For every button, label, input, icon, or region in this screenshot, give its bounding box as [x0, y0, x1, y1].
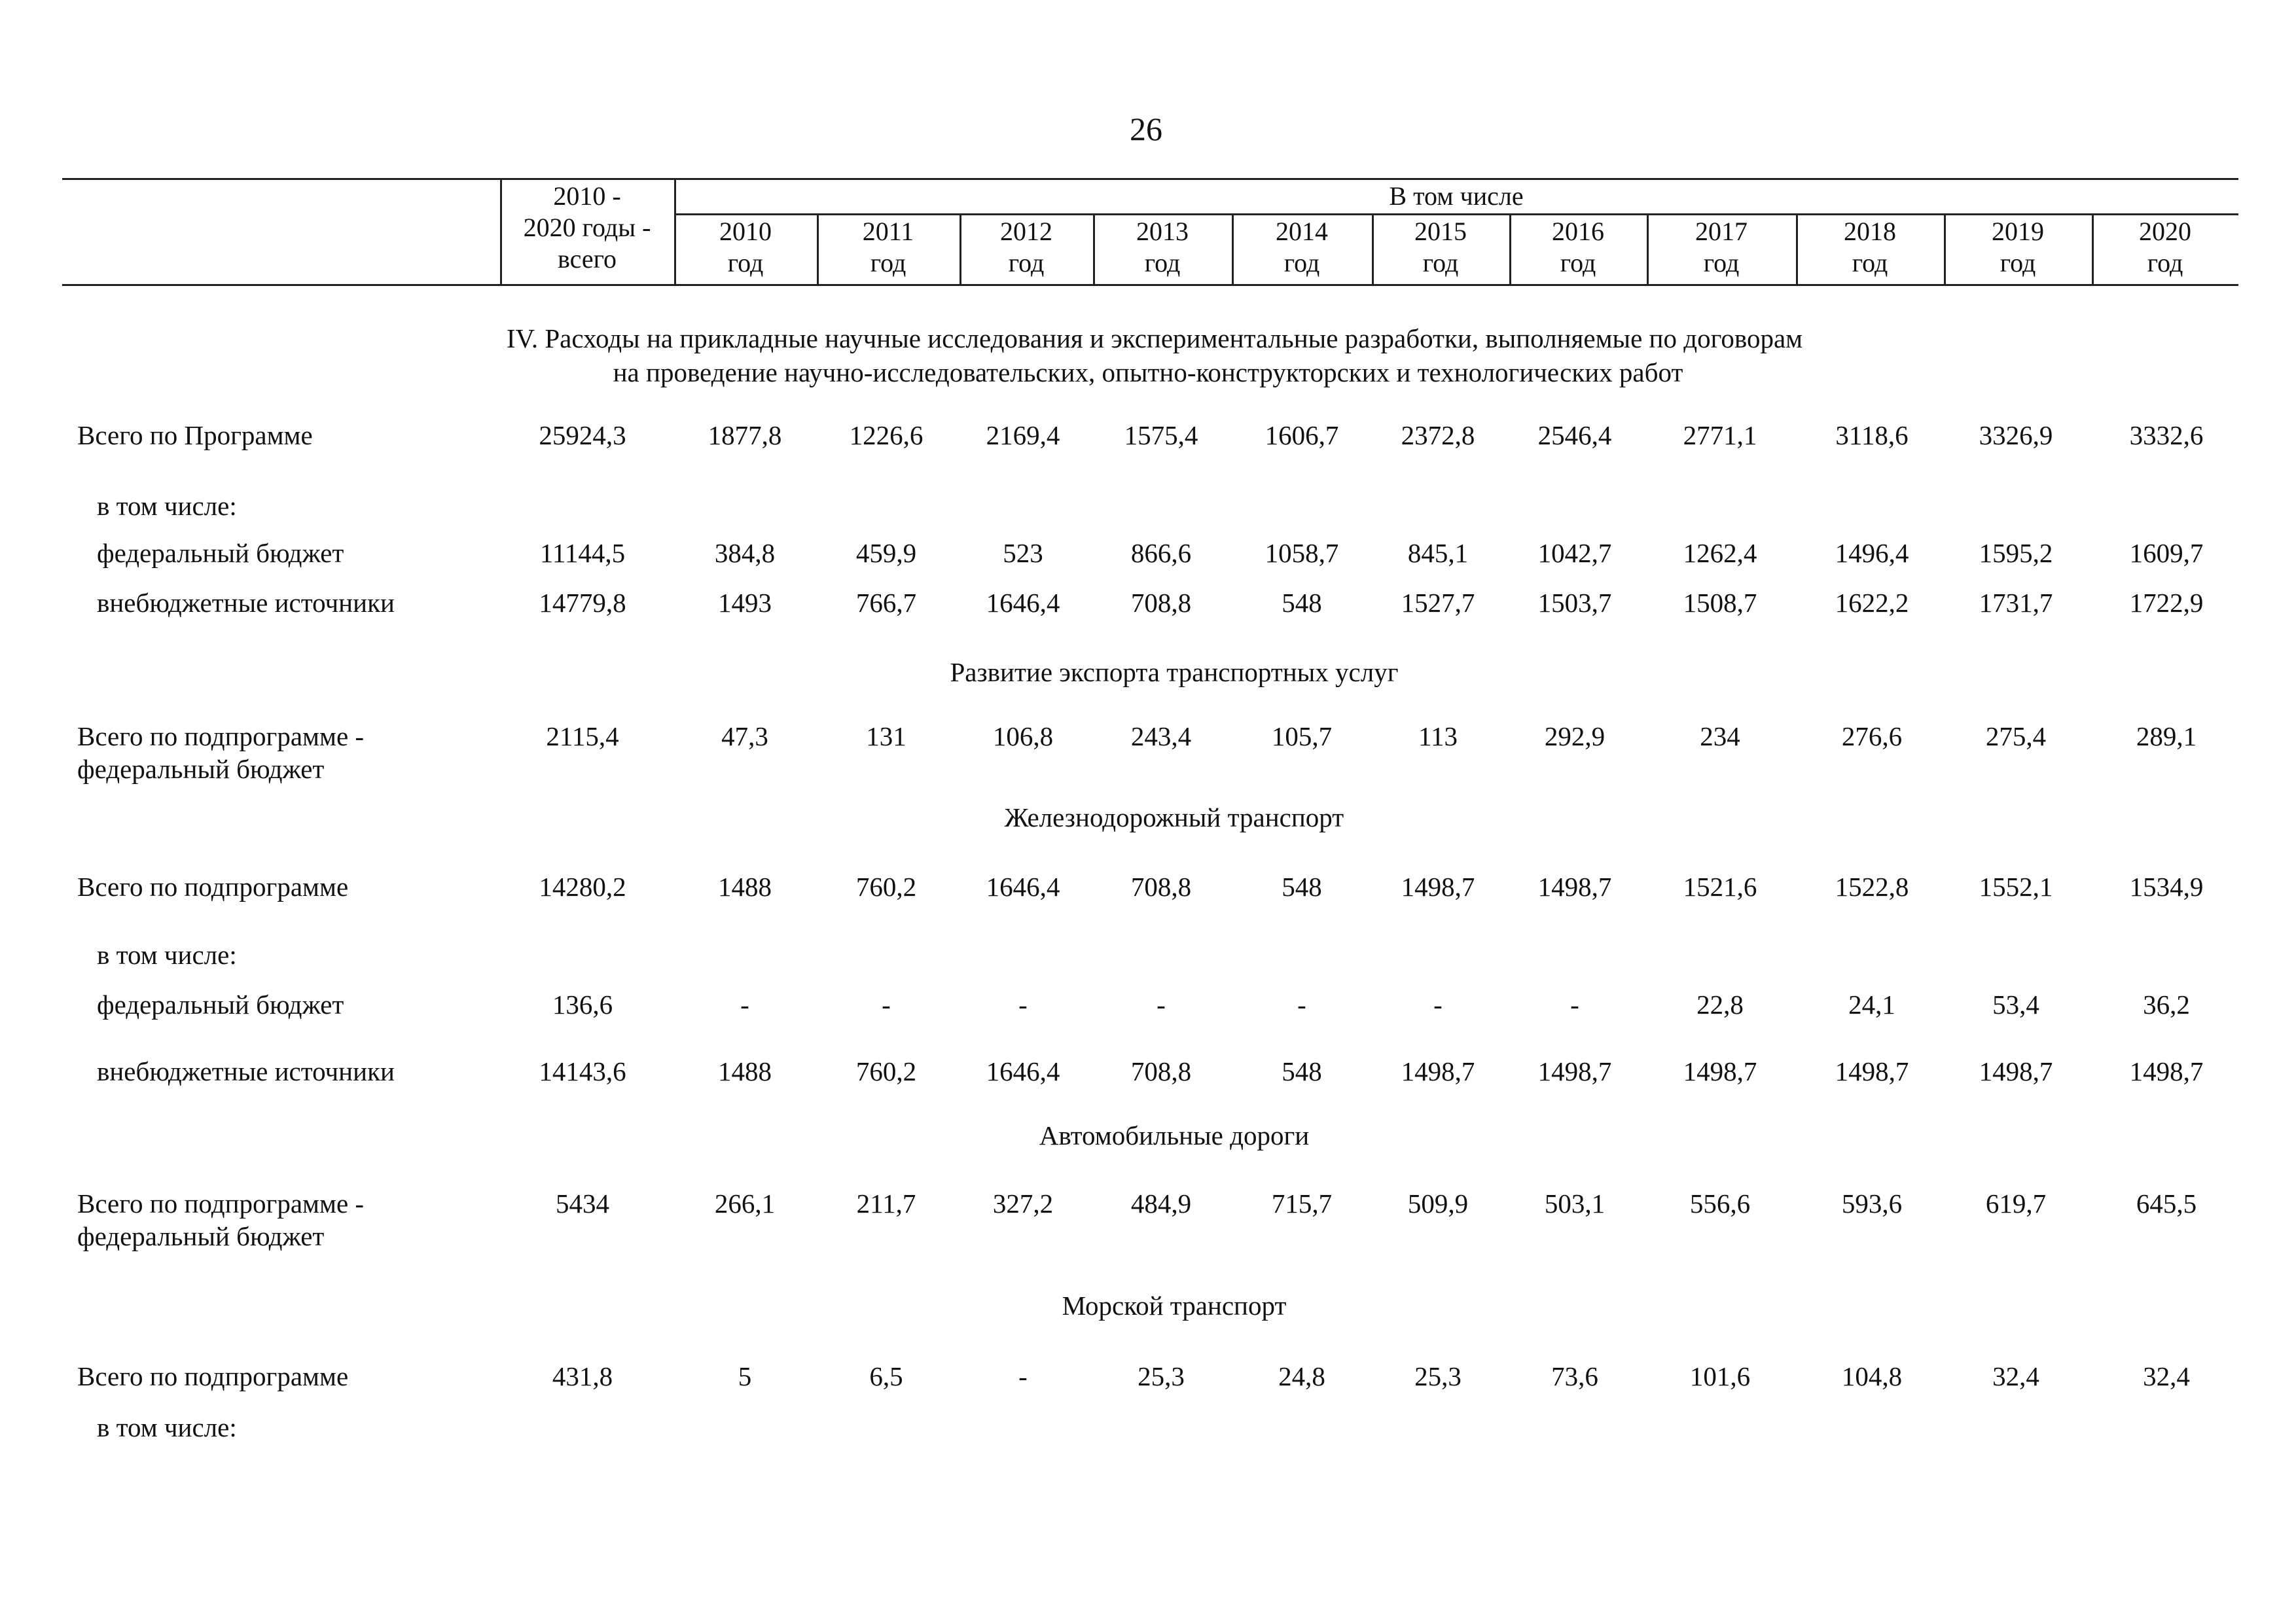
row-label-line: Всего по подпрограмме -	[77, 1188, 365, 1219]
year-header-suffix: год	[1703, 248, 1740, 277]
cell-year-2019: 619,7	[1985, 1188, 2047, 1219]
cell-year-2010: 1488	[718, 872, 772, 902]
row-label: внебюджетные источники	[97, 588, 395, 618]
header-total-line-2: 2020 годы -	[523, 213, 651, 242]
year-header-value: 2010	[719, 217, 772, 246]
header-bottom-rule	[62, 284, 2238, 286]
cell-year-2016: 1042,7	[1537, 538, 1612, 568]
cell-year-2010: 384,8	[714, 538, 776, 568]
cell-total: 11144,5	[539, 538, 626, 568]
cell-year-2019: 1595,2	[1979, 538, 2053, 568]
year-header-suffix: год	[1144, 248, 1181, 277]
section-title-line-2: на проведение научно-исследовательских, опытно-конструкторских и технологических работ	[613, 357, 1683, 387]
cell-year-2010: 5	[738, 1361, 752, 1391]
subprogram-heading: Развитие экспорта транспортных услуг	[950, 657, 1399, 687]
row-label: в том числе:	[97, 491, 237, 521]
cell-year-2016: 292,9	[1544, 721, 1605, 751]
year-header-suffix: год	[727, 248, 764, 277]
row-label: Всего по подпрограмме	[77, 1361, 349, 1391]
cell-year-2020: 3332,6	[2129, 420, 2204, 450]
cell-year-2014: -	[1297, 990, 1306, 1020]
cell-year-2014: 548	[1282, 872, 1322, 902]
cell-year-2012: 2169,4	[986, 420, 1060, 450]
cell-year-2020: 1609,7	[2129, 538, 2204, 568]
row-label: Всего по подпрограмме	[77, 872, 349, 902]
cell-year-2011: 131	[866, 721, 906, 751]
cell-year-2018: 24,1	[1848, 990, 1895, 1020]
cell-year-2015: 113	[1418, 721, 1458, 751]
cell-year-2020: 1722,9	[2129, 588, 2204, 618]
cell-year-2012: 1646,4	[986, 1056, 1060, 1086]
cell-year-2011: 760,2	[855, 1056, 917, 1086]
cell-year-2017: 101,6	[1689, 1361, 1751, 1391]
cell-year-2018: 104,8	[1841, 1361, 1903, 1391]
cell-year-2014: 548	[1282, 1056, 1322, 1086]
year-header-value: 2019	[1992, 217, 2044, 246]
cell-year-2016: 2546,4	[1537, 420, 1612, 450]
cell-total: 2115,4	[546, 721, 619, 751]
cell-year-2019: 275,4	[1985, 721, 2047, 751]
cell-year-2015: 1498,7	[1401, 872, 1475, 902]
cell-year-2020: 32,4	[2143, 1361, 2190, 1391]
cell-year-2012: 523	[1003, 538, 1043, 568]
row-label: внебюджетные источники	[97, 1056, 395, 1086]
cell-year-2017: 1521,6	[1683, 872, 1757, 902]
cell-year-2016: 73,6	[1551, 1361, 1598, 1391]
cell-year-2020: 645,5	[2136, 1188, 2197, 1219]
cell-year-2018: 1622,2	[1835, 588, 1909, 618]
year-header-2014	[1232, 216, 1372, 279]
cell-year-2011: 1226,6	[849, 420, 924, 450]
cell-year-2019: 32,4	[1992, 1361, 2039, 1391]
cell-year-2011: 766,7	[855, 588, 917, 618]
year-header-suffix: год	[870, 248, 906, 277]
cell-year-2014: 1606,7	[1265, 420, 1339, 450]
header-group-rule	[674, 213, 2238, 215]
cell-total: 14143,6	[539, 1056, 626, 1086]
cell-year-2015: 25,3	[1414, 1361, 1462, 1391]
cell-year-2012: -	[1018, 1361, 1028, 1391]
header-total-col	[500, 181, 674, 275]
year-header-2011	[817, 216, 960, 279]
cell-year-2016: 503,1	[1544, 1188, 1605, 1219]
cell-year-2015: 2372,8	[1401, 420, 1475, 450]
cell-year-2019: 53,4	[1992, 990, 2039, 1020]
year-header-value: 2014	[1276, 217, 1328, 246]
cell-total: 431,8	[552, 1361, 613, 1391]
cell-year-2015: -	[1433, 990, 1443, 1020]
cell-year-2012: 1646,4	[986, 588, 1060, 618]
cell-year-2011: 459,9	[855, 538, 917, 568]
section-title-line-1: IV. Расходы на прикладные научные исследования и экспериментальные разработки, выполняемые по договорам	[506, 323, 1803, 353]
cell-year-2013: 243,4	[1130, 721, 1192, 751]
header-top-rule	[62, 178, 2238, 180]
cell-year-2014: 715,7	[1271, 1188, 1333, 1219]
cell-year-2016: 1498,7	[1537, 1056, 1612, 1086]
cell-year-2014: 1058,7	[1265, 538, 1339, 568]
year-header-value: 2011	[862, 217, 914, 246]
cell-year-2020: 36,2	[2143, 990, 2190, 1020]
subprogram-heading: Железнодорожный транспорт	[1004, 802, 1344, 832]
cell-year-2020: 289,1	[2136, 721, 2197, 751]
year-header-2016	[1509, 216, 1647, 279]
cell-year-2010: 1877,8	[708, 420, 782, 450]
row-label: в том числе:	[97, 940, 237, 970]
cell-year-2018: 1496,4	[1835, 538, 1909, 568]
cell-year-2011: 760,2	[855, 872, 917, 902]
cell-year-2017: 556,6	[1689, 1188, 1751, 1219]
cell-year-2017: 1508,7	[1683, 588, 1757, 618]
row-label: Всего по Программе	[77, 420, 313, 450]
cell-year-2016: -	[1570, 990, 1579, 1020]
cell-year-2015: 509,9	[1407, 1188, 1469, 1219]
cell-year-2018: 276,6	[1841, 721, 1903, 751]
year-header-value: 2015	[1414, 217, 1467, 246]
cell-year-2011: 211,7	[856, 1188, 916, 1219]
cell-year-2019: 1731,7	[1979, 588, 2053, 618]
cell-year-2014: 105,7	[1271, 721, 1333, 751]
cell-year-2011: -	[882, 990, 891, 1020]
cell-year-2018: 593,6	[1841, 1188, 1903, 1219]
cell-year-2015: 1527,7	[1401, 588, 1475, 618]
cell-year-2018: 1498,7	[1835, 1056, 1909, 1086]
cell-year-2014: 548	[1282, 588, 1322, 618]
header-group-label: В том числе	[1389, 181, 1524, 211]
row-label: в том числе:	[97, 1412, 237, 1442]
year-header-2010	[674, 216, 817, 279]
row-label	[77, 720, 364, 785]
cell-year-2016: 1498,7	[1537, 872, 1612, 902]
year-header-2013	[1093, 216, 1232, 279]
cell-year-2010: 1488	[718, 1056, 772, 1086]
cell-year-2015: 1498,7	[1401, 1056, 1475, 1086]
cell-year-2013: 484,9	[1130, 1188, 1192, 1219]
cell-year-2019: 1498,7	[1979, 1056, 2053, 1086]
cell-year-2013: 866,6	[1130, 538, 1192, 568]
cell-total: 14779,8	[539, 588, 626, 618]
cell-year-2010: 47,3	[721, 721, 768, 751]
cell-year-2016: 1503,7	[1537, 588, 1612, 618]
cell-year-2017: 2771,1	[1683, 420, 1757, 450]
cell-year-2015: 845,1	[1407, 538, 1469, 568]
year-header-suffix: год	[1283, 248, 1320, 277]
cell-year-2019: 1552,1	[1979, 872, 2053, 902]
year-header-suffix: год	[1422, 248, 1459, 277]
year-header-value: 2020	[2139, 217, 2191, 246]
year-header-2017	[1647, 216, 1796, 279]
cell-year-2012: 1646,4	[986, 872, 1060, 902]
cell-year-2010: 266,1	[714, 1188, 776, 1219]
cell-year-2013: 25,3	[1138, 1361, 1185, 1391]
cell-year-2020: 1498,7	[2129, 1056, 2204, 1086]
cell-year-2013: 708,8	[1130, 872, 1192, 902]
year-header-value: 2016	[1552, 217, 1604, 246]
cell-year-2013: -	[1157, 990, 1166, 1020]
year-header-value: 2013	[1136, 217, 1189, 246]
row-label: федеральный бюджет	[97, 538, 344, 568]
cell-year-2012: 327,2	[992, 1188, 1054, 1219]
cell-total: 136,6	[552, 990, 613, 1020]
cell-year-2012: 106,8	[992, 721, 1054, 751]
year-header-2020	[2092, 216, 2238, 279]
year-header-suffix: год	[1008, 248, 1045, 277]
header-total-line-3: всего	[557, 244, 617, 274]
row-label: федеральный бюджет	[97, 990, 344, 1020]
header-total-line-1: 2010 -	[553, 181, 621, 211]
year-header-suffix: год	[1852, 248, 1888, 277]
row-label	[77, 1187, 364, 1253]
cell-year-2010: -	[740, 990, 749, 1020]
cell-year-2011: 6,5	[869, 1361, 903, 1391]
cell-year-2010: 1493	[718, 588, 772, 618]
year-header-suffix: год	[1560, 248, 1596, 277]
cell-year-2012: -	[1018, 990, 1028, 1020]
cell-year-2014: 24,8	[1278, 1361, 1325, 1391]
year-header-2019	[1944, 216, 2092, 279]
cell-year-2017: 1262,4	[1683, 538, 1757, 568]
cell-total: 14280,2	[539, 872, 626, 902]
year-header-2018	[1796, 216, 1944, 279]
year-header-value: 2017	[1695, 217, 1748, 246]
year-header-suffix: год	[2147, 248, 2183, 277]
cell-year-2017: 22,8	[1696, 990, 1744, 1020]
row-label-line: федеральный бюджет	[77, 1221, 325, 1251]
cell-year-2017: 234	[1700, 721, 1740, 751]
cell-year-2013: 708,8	[1130, 588, 1192, 618]
subprogram-heading: Морской транспорт	[1062, 1291, 1287, 1321]
cell-year-2019: 3326,9	[1979, 420, 2053, 450]
year-header-2015	[1372, 216, 1509, 279]
cell-total: 25924,3	[539, 420, 626, 450]
row-label-line: Всего по подпрограмме -	[77, 721, 365, 751]
row-label-line: федеральный бюджет	[77, 754, 325, 784]
cell-year-2013: 1575,4	[1124, 420, 1198, 450]
year-header-2012	[960, 216, 1093, 279]
year-header-value: 2018	[1844, 217, 1896, 246]
year-header-suffix: год	[2000, 248, 2036, 277]
cell-year-2013: 708,8	[1130, 1056, 1192, 1086]
subprogram-heading: Автомобильные дороги	[1039, 1120, 1310, 1150]
page-number: 26	[1130, 111, 1162, 147]
cell-year-2018: 1522,8	[1835, 872, 1909, 902]
cell-year-2017: 1498,7	[1683, 1056, 1757, 1086]
year-header-value: 2012	[1000, 217, 1052, 246]
cell-year-2020: 1534,9	[2129, 872, 2204, 902]
cell-total: 5434	[556, 1188, 609, 1219]
cell-year-2018: 3118,6	[1835, 420, 1909, 450]
